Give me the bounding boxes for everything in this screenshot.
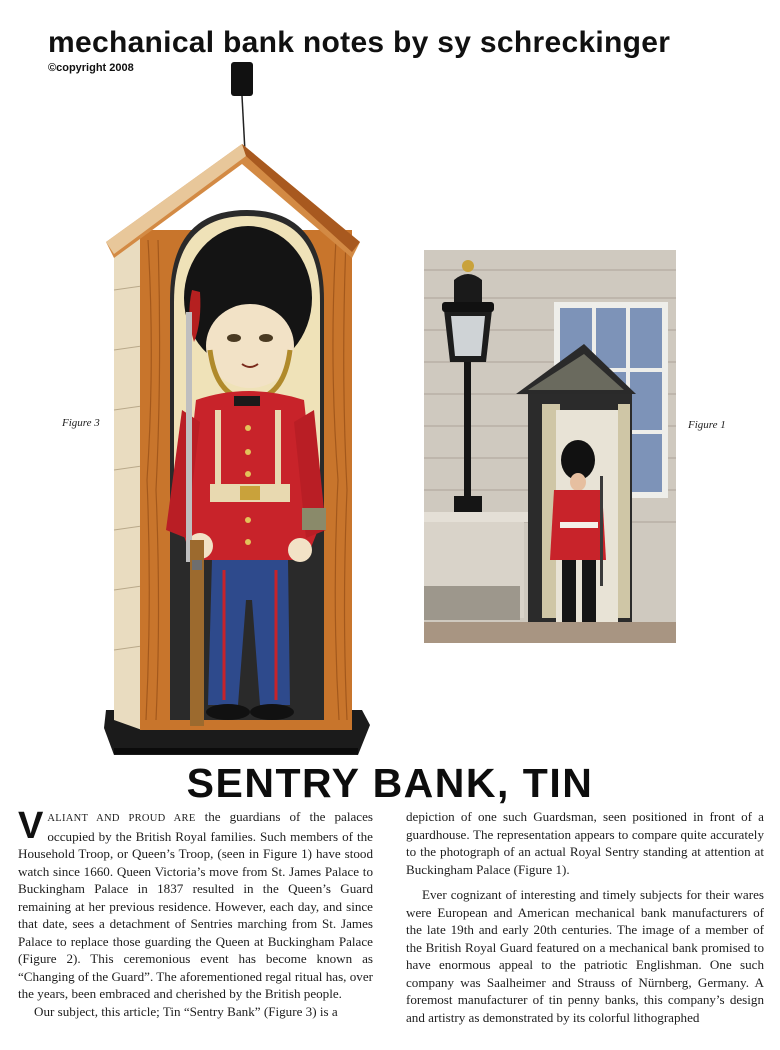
- drop-cap: V: [18, 805, 44, 847]
- magazine-column-title: mechanical bank notes by sy schreckinger: [48, 26, 671, 59]
- copyright-notice: ©copyright 2008: [48, 62, 134, 74]
- article-title: SENTRY BANK, TIN: [186, 760, 594, 806]
- royal-sentry-photo-illustration: [424, 250, 676, 643]
- figure-1-royal-sentry-photo: [424, 250, 676, 643]
- paragraph-1-text: the guardians of the palaces occupied by the British Royal families. Such members of the Household Troop, or Queen’s Troop, (seen in Figure 1) have stood watch since 1660. Queen Victoria’s move from St. James Palace to Buckingham Palace in 1837 resulted in the Queen’s Guard remaining at her previous residence. However, each day, and since that date, sees a detachment of Sentries marching from St. James Palace to replace those guarding the Queen at Buckingham Palace (Figure 2). This ceremonious event has become known as “Changing of the Guard”. The aforementioned regal ritual has, over the years, been embraced and cherished by the British people.: [18, 809, 373, 1001]
- article-column-left: [18, 805, 373, 1020]
- paragraph-1: [18, 805, 373, 1003]
- article-column-right: [406, 808, 764, 1026]
- paragraph-2-start: Our subject, this article; Tin “Sentry Bank” (Figure 3) is a: [34, 1003, 338, 1019]
- figure-1-caption: Figure 1: [688, 419, 726, 431]
- sentry-bank-illustration: [100, 60, 375, 760]
- lead-in-smallcaps: ALIANT AND PROUD ARE: [47, 813, 196, 824]
- figure-3-caption: Figure 3: [62, 417, 100, 429]
- figure-3-sentry-bank-image: [100, 60, 375, 760]
- paragraph-3: Ever cognizant of interesting and timely subjects for their wares were European and American mechanical bank manufacturers of the late 19th and early 20th centuries. The image of a member of the British Royal Guard featured on a mechanical bank promised to have enormous appeal to the patriotic Englishman. One such company was Saalheimer and Strauss of Nürnberg, Germany. A foremost manufacturer of tin penny banks, this company’s design and artistry as demonstrated by its colorful lithographed: [406, 887, 764, 1025]
- paragraph-2-continued: depiction of one such Guardsman, seen positioned in front of a guardhouse. The representation appears to compare quite accurately to the photograph of an actual Royal Sentry standing at attention at Buckingham Palace (Figure 1).: [406, 809, 764, 877]
